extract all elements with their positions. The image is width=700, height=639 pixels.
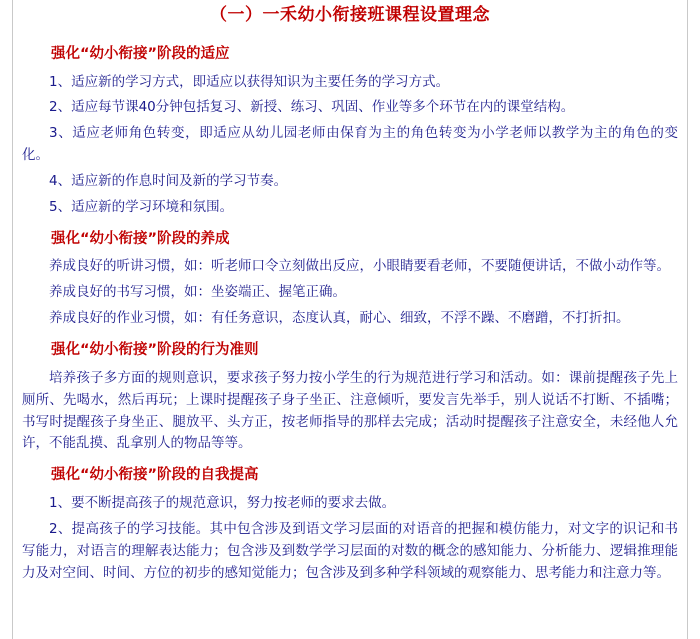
paragraph: 2、适应每节课40分钟包括复习、新授、练习、巩固、作业等多个环节在内的课堂结构。 <box>49 99 575 116</box>
section-heading-self-improvement: 强化“幼小衔接”阶段的自我提高 <box>51 467 259 484</box>
paragraph: 1、要不断提高孩子的规范意识，努力按老师的要求去做。 <box>49 494 396 511</box>
section-heading-habit-formation: 强化“幼小衔接”阶段的养成 <box>51 230 230 247</box>
paragraph: 5、适应新的学习环境和氛围。 <box>49 198 234 215</box>
paragraph: 培养孩子多方面的规则意识，要求孩子努力按小学生的行为规范进行学习和活动。如：课前提醒孩子先上厕所、先喝水，然后再玩；上课时提醒孩子身子坐正、注意倾听，要发言先举手，别人说话不打断、不插嘴；书写时提醒孩子身坐正、腿放平、头方正，按老师指导的那样去完成；活动时提醒孩子注意安全，未经他人允许，不能乱摸、乱拿别人的物品等等。 <box>22 369 678 452</box>
paragraph: 1、适应新的学习方式，即适应以获得知识为主要任务的学习方式。 <box>49 73 450 90</box>
paragraph: 2、提高孩子的学习技能。其中包含涉及到语文学习层面的对语音的把握和模仿能力，对文字的识记和书写能力，对语言的理解表达能力；包含涉及到数学学习层面的对数的概念的感知能力、分析能力、逻辑推理能力及对空间、时间、方位的初步的感知觉能力；包含涉及到多种学科领域的观察能力、思考能力和注意力等。 <box>22 520 678 581</box>
page-right-rule <box>687 0 688 639</box>
page-title: （一）一禾幼小衔接班课程设置理念 <box>210 5 490 25</box>
page-left-rule <box>12 0 13 639</box>
document-content <box>22 0 678 584</box>
paragraph: 4、适应新的作息时间及新的学习节奏。 <box>49 172 288 189</box>
paragraph: 3、适应老师角色转变，即适应从幼儿园老师由保育为主的角色转变为小学老师以教学为主的角色的变化。 <box>22 125 678 164</box>
section-heading-behavior-rules: 强化“幼小衔接”阶段的行为准则 <box>51 342 259 359</box>
paragraph: 养成良好的作业习惯，如：有任务意识，态度认真，耐心、细致，不浮不躁、不磨蹭，不打折扣。 <box>49 310 630 327</box>
section-heading-adaptation: 强化“幼小衔接”阶段的适应 <box>51 45 230 62</box>
paragraph: 养成良好的听讲习惯，如：听老师口令立刻做出反应，小眼睛要看老师，不要随便讲话，不做小动作等。 <box>49 258 670 275</box>
paragraph: 养成良好的书写习惯，如：坐姿端正、握笔正确。 <box>49 284 346 301</box>
